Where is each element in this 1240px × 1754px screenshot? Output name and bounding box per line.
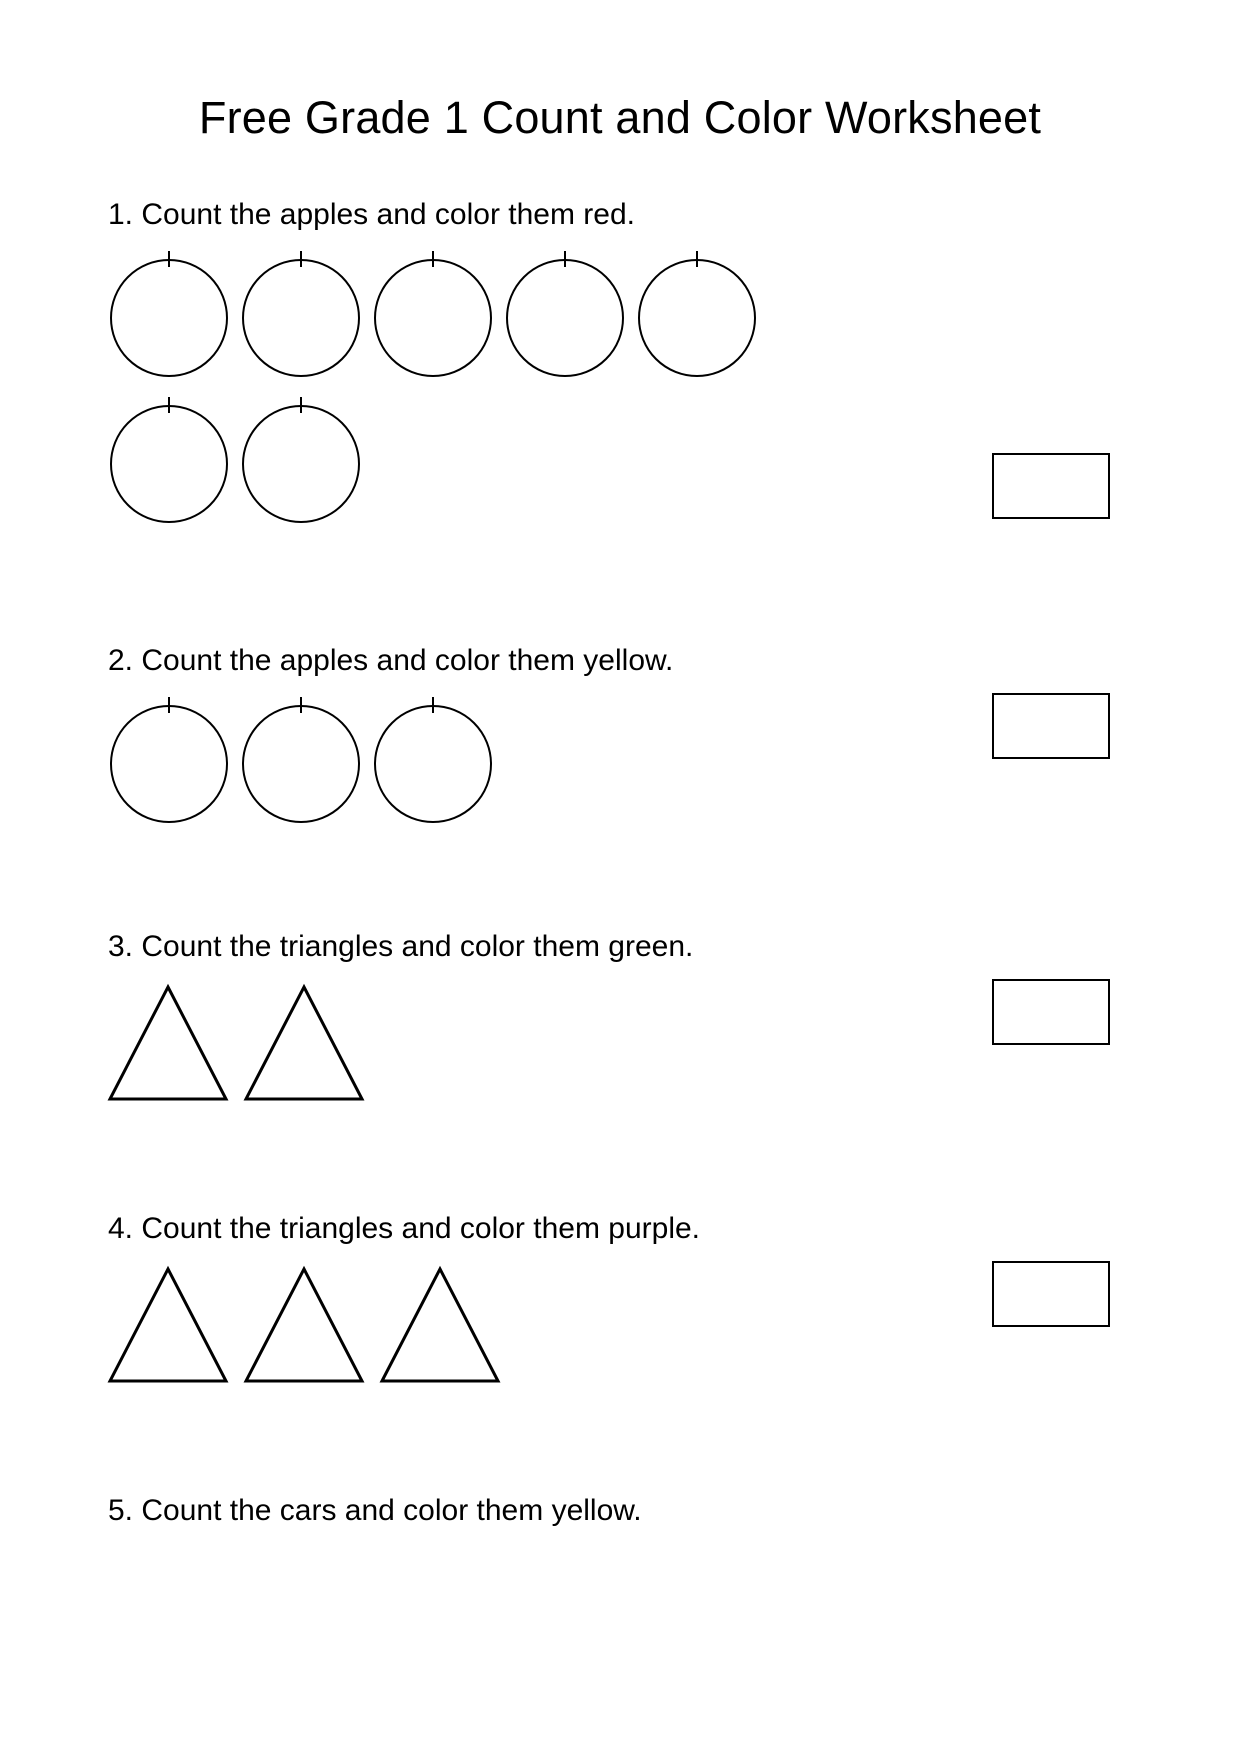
question-1-shapes-row: [100, 247, 1140, 525]
answer-box-1[interactable]: [992, 453, 1110, 519]
apple-group-1: [104, 247, 804, 525]
question-block-5: [100, 1493, 1140, 1529]
apple-body-icon: [242, 259, 360, 377]
question-2-shapes-row: [100, 693, 1140, 825]
question-3-shapes-row: [100, 979, 1140, 1107]
spacer: [100, 1107, 1140, 1163]
triangle-icon: [240, 1261, 368, 1389]
apple-shape[interactable]: [500, 247, 630, 379]
spacer: [100, 525, 1140, 595]
apple-shape[interactable]: [104, 247, 234, 379]
apple-body-icon: [242, 405, 360, 523]
answer-box-2[interactable]: [992, 693, 1110, 759]
triangle-group-4: [104, 1261, 804, 1389]
apple-shape[interactable]: [368, 693, 498, 825]
apple-shape[interactable]: [236, 393, 366, 525]
apple-body-icon: [242, 705, 360, 823]
triangle-shape[interactable]: [376, 1261, 504, 1389]
answer-box-3[interactable]: [992, 979, 1110, 1045]
question-4-shapes-row: [100, 1261, 1140, 1389]
answer-holder-4: [992, 1261, 1140, 1327]
apple-shape[interactable]: [104, 393, 234, 525]
triangle-icon: [104, 979, 232, 1107]
triangle-shape[interactable]: [240, 979, 368, 1107]
spacer: [100, 825, 1140, 881]
apple-shape[interactable]: [632, 247, 762, 379]
question-block-1: [100, 197, 1140, 525]
answer-holder-3: [992, 979, 1140, 1045]
apple-body-icon: [374, 705, 492, 823]
triangle-shape[interactable]: [104, 1261, 232, 1389]
answer-holder-1: [992, 453, 1140, 525]
answer-holder-2: [992, 693, 1140, 759]
question-text-3: 3. Count the triangles and color them green.: [108, 929, 694, 963]
spacer: [100, 1389, 1140, 1445]
triangle-icon: [376, 1261, 504, 1389]
apple-body-icon: [110, 705, 228, 823]
triangle-shape[interactable]: [240, 1261, 368, 1389]
question-block-3: [100, 929, 1140, 1107]
question-text-4: 4. Count the triangles and color them purple.: [108, 1211, 701, 1245]
triangle-shape[interactable]: [104, 979, 232, 1107]
apple-body-icon: [638, 259, 756, 377]
page-title: Free Grade 1 Count and Color Worksheet: [198, 92, 1042, 143]
apple-group-2: [104, 693, 804, 825]
question-text-2: 2. Count the apples and color them yellow.: [108, 643, 674, 677]
question-text-5: 5. Count the cars and color them yellow.: [108, 1493, 642, 1527]
apple-body-icon: [110, 405, 228, 523]
triangle-icon: [240, 979, 368, 1107]
apple-shape[interactable]: [104, 693, 234, 825]
question-block-4: [100, 1211, 1140, 1389]
question-text-1: 1. Count the apples and color them red.: [108, 197, 635, 231]
answer-box-4[interactable]: [992, 1261, 1110, 1327]
triangle-icon: [104, 1261, 232, 1389]
apple-body-icon: [506, 259, 624, 377]
question-block-2: [100, 643, 1140, 825]
apple-shape[interactable]: [368, 247, 498, 379]
apple-body-icon: [110, 259, 228, 377]
apple-shape[interactable]: [236, 247, 366, 379]
apple-shape[interactable]: [236, 693, 366, 825]
triangle-group-3: [104, 979, 804, 1107]
apple-body-icon: [374, 259, 492, 377]
